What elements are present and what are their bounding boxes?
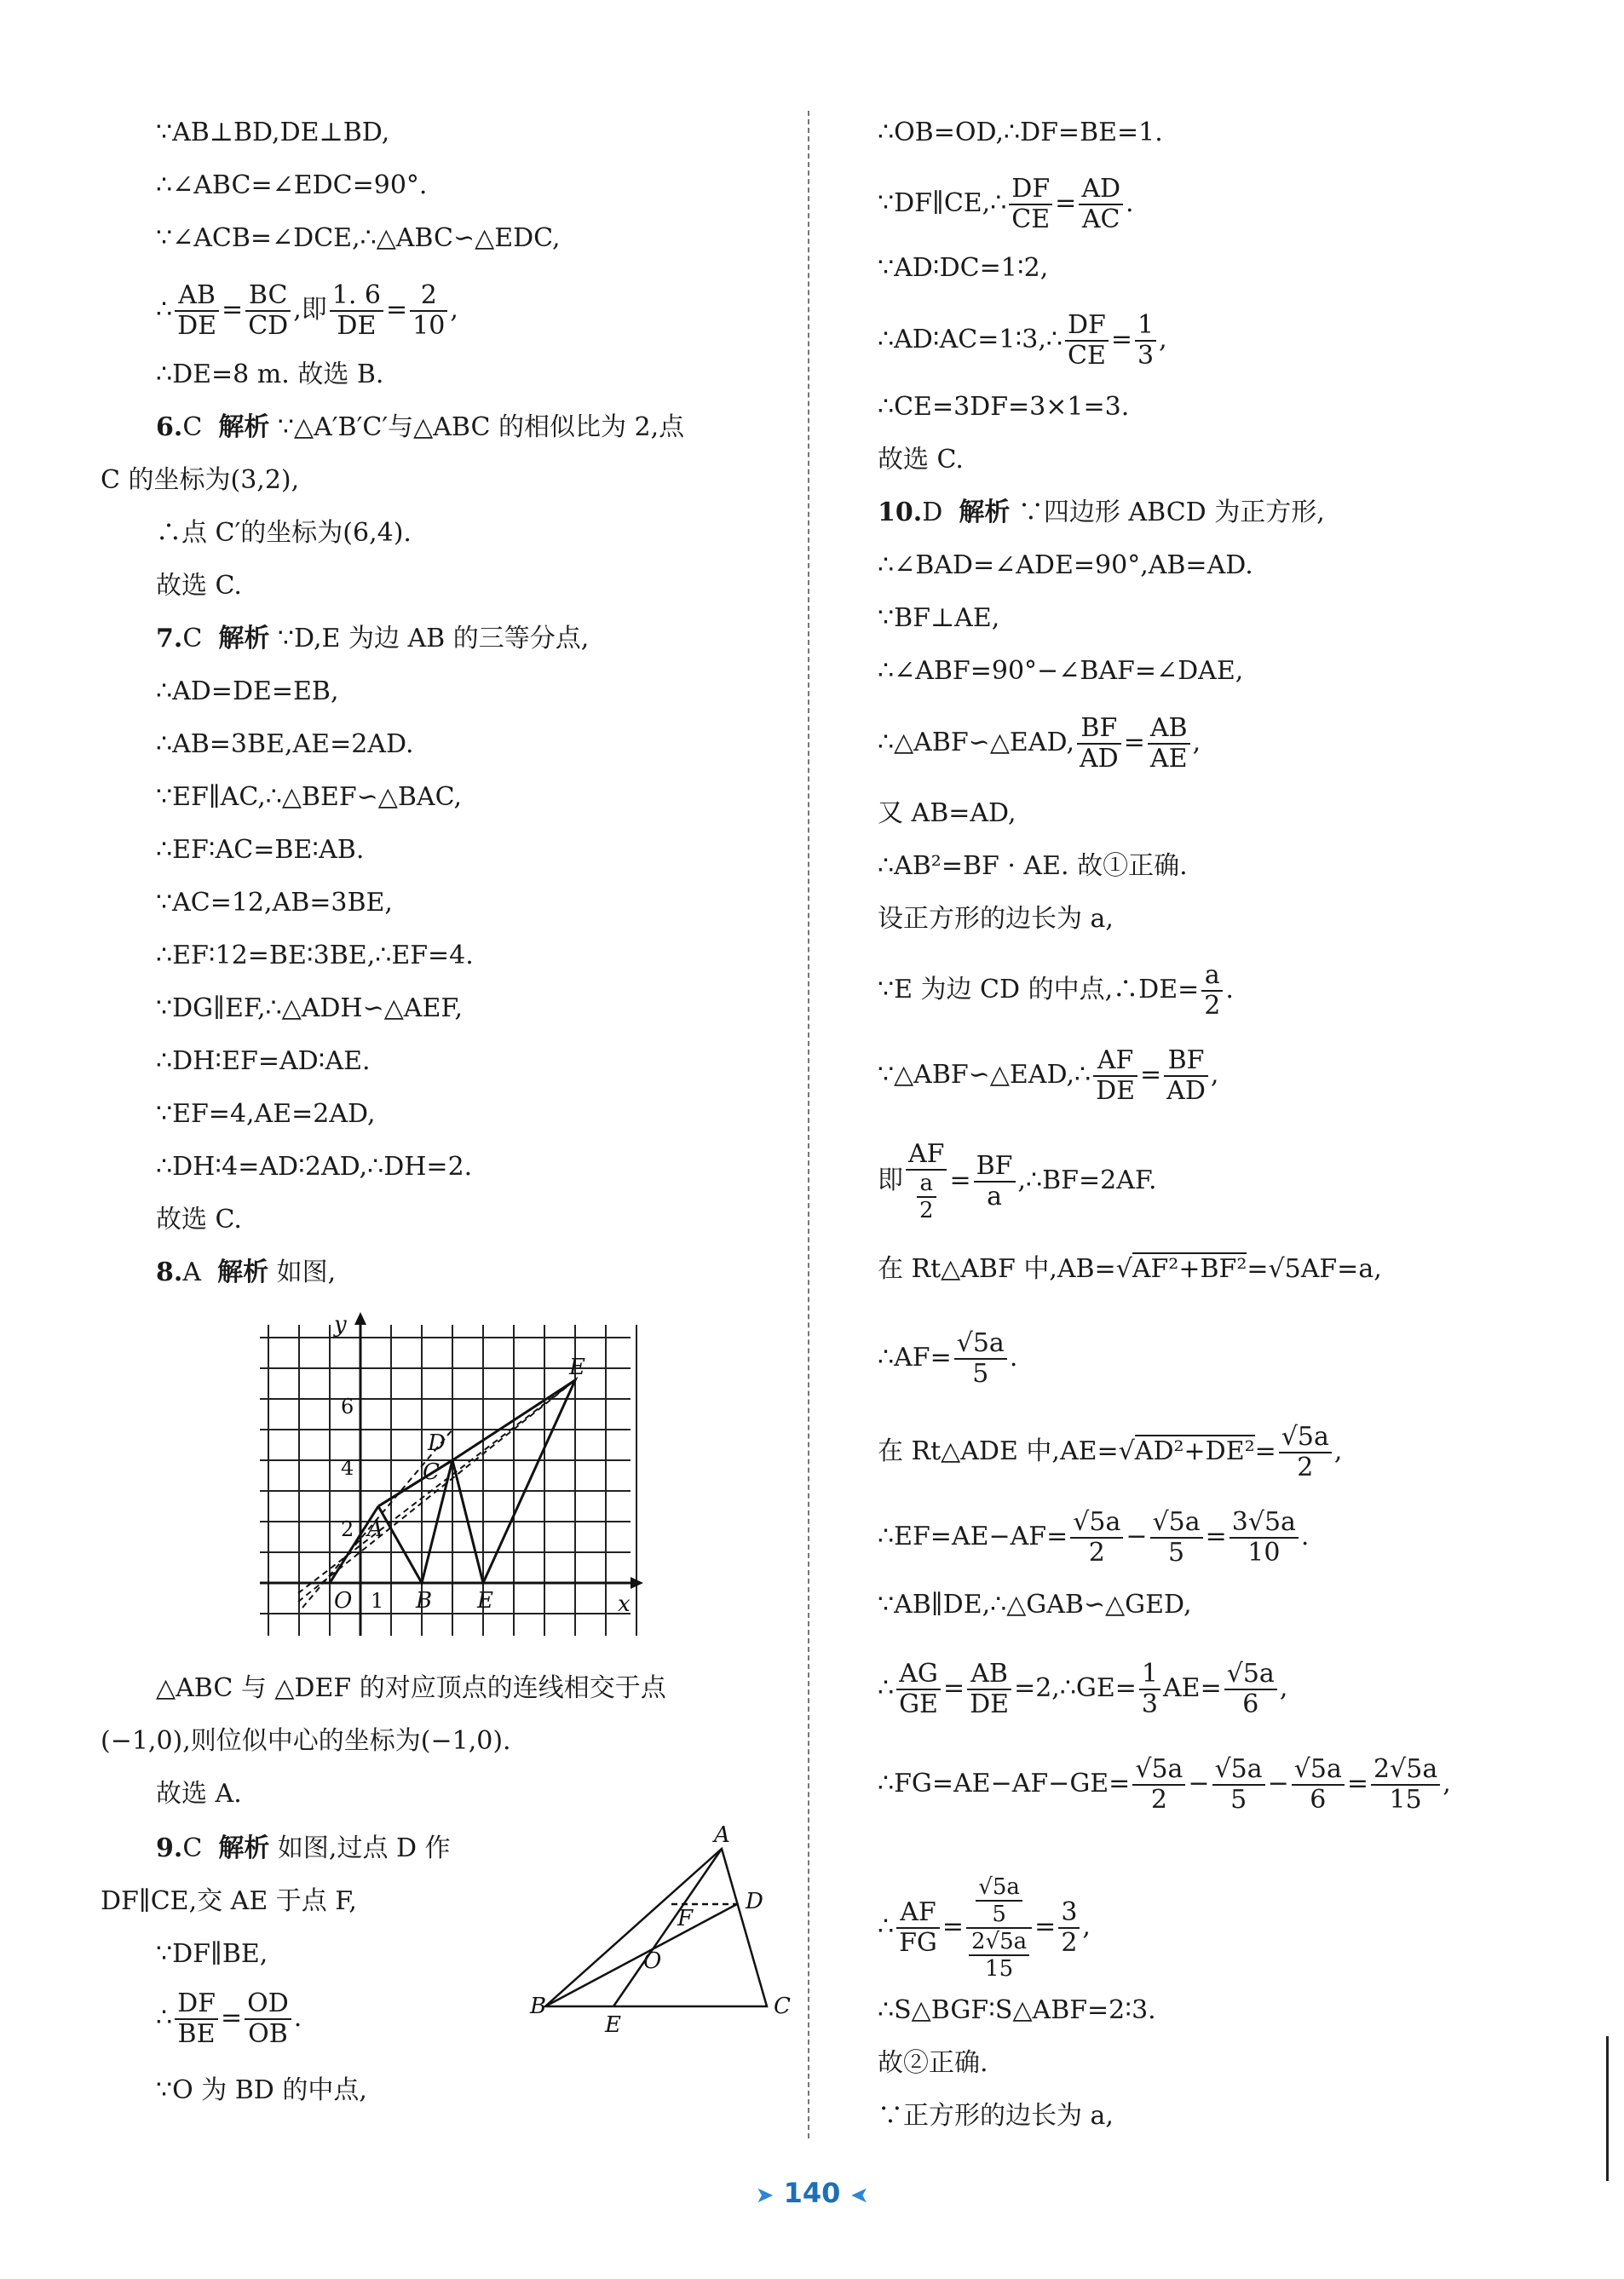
text-line: ∴∠ABC=∠EDC=90°. (156, 170, 428, 200)
text-line: ∴DH∶4=AD∶2AD,∴DH=2. (156, 1152, 473, 1182)
text-line: 故选 C. (156, 571, 242, 601)
fraction-line: ∴△ABF∽△EAD, $\frac{BF}{AD}$ = $\frac{AB}{AE}$ , (878, 713, 1201, 774)
tick-label: 4 (341, 1456, 354, 1480)
text-line: ∵AB∥DE,∴△GAB∽△GED, (878, 1590, 1192, 1620)
axis-label-y: y (334, 1312, 347, 1338)
chevron-left-icon: ➤ (849, 2183, 869, 2208)
question-6: 6.C 解析 ∵△A′B′C′与△ABC 的相似比为 2,点 (156, 412, 685, 442)
vertex-label-c: C (774, 1994, 791, 2019)
fraction-line: ∴AD∶AC=1∶3,∴ $\frac{DF}{CE}$ = $\frac{1}{3}$ , (878, 310, 1167, 371)
fraction-line: ∵E 为边 CD 的中点,∴DE= $\frac{a}{2}$ . (878, 960, 1234, 1021)
text-line: ∴OB=OD,∴DF=BE=1. (878, 118, 1163, 147)
text-line: ∵正方形的边长为 a, (878, 2101, 1114, 2131)
fraction-line: ∴ $\frac{AF}{FG}$ = $\frac{\frac{√5a}{5}}{\frac{2√5a}{15}}$ = $\frac{3}{2}$ , (878, 1874, 1091, 1982)
point-label-a: A (367, 1516, 383, 1542)
text-line: 设正方形的边长为 a, (878, 904, 1114, 934)
text-line: ∴EF∶AC=BE∶AB. (156, 835, 365, 865)
text-line: ∵AD∶DC=1∶2, (878, 253, 1049, 283)
text-line: C 的坐标为(3,2), (101, 465, 300, 495)
text-line: ∵O 为 BD 的中点, (156, 2075, 367, 2105)
text-line: 又 AB=AD, (878, 798, 1016, 828)
point-label-e: E (477, 1588, 493, 1614)
page-footer (0, 2177, 1624, 2209)
question-9: 9.C 解析 如图,过点 D 作 (156, 1833, 451, 1863)
text-line: 故选 C. (156, 1205, 242, 1234)
text-line: ∴AD=DE=EB, (156, 676, 339, 706)
fraction: $\frac{AB}{DE}$ (175, 281, 219, 341)
fraction-line: ∴AF= $\frac{√5a}{5}$ . (878, 1328, 1018, 1389)
point-label-c: C (423, 1459, 440, 1485)
text-line: ∴DE=8 m. 故选 B. (156, 360, 384, 389)
text-line: 故②正确. (878, 2048, 988, 2078)
fraction-line: ∴FG=AE−AF−GE= $\frac{√5a}{2}$ − $\frac{√5a}{5}$ − $\frac{√5a}{6}$ = $\frac{2√5a}{15}$ , (878, 1754, 1451, 1815)
fraction-line: ∵DF∥CE,∴ $\frac{DF}{CE}$ = $\frac{AD}{AC}$ . (878, 174, 1134, 234)
text-line: △ABC 与 △DEF 的对应顶点的连线相交于点 (156, 1673, 666, 1703)
text-line: ∵DF∥BE, (156, 1939, 268, 1969)
vertex-label-d: D (746, 1889, 763, 1914)
fraction-line: ∴ $\frac{DF}{BE}$ = $\frac{OD}{OB}$ . (156, 1988, 302, 2049)
text-line: ∴AB=3BE,AE=2AD. (156, 729, 414, 759)
text-line: ∴∠ABF=90°−∠BAF=∠DAE, (878, 656, 1244, 686)
fraction-line: 在 Rt△ADE 中,AE=√AD²+DE²= $\frac{√5a}{2}$ , (878, 1422, 1343, 1482)
text-line: 在 Rt△ABF 中,AB=√AF²+BF²=√5AF=a, (878, 1254, 1382, 1284)
point-label-e-top: E (569, 1355, 585, 1380)
question-8: 8.A 解析 如图, (156, 1257, 337, 1287)
point-label-b: B (416, 1588, 433, 1614)
page-number: 140 (783, 2177, 841, 2209)
text-line: ∵∠ACB=∠DCE,∴△ABC∽△EDC, (156, 223, 561, 253)
text-line: ∵DG∥EF,∴△ADH∽△AEF, (156, 993, 464, 1023)
fraction: $\frac{2}{10}$ (410, 281, 447, 341)
tick-label: 2 (341, 1517, 354, 1541)
question-7: 7.C 解析 ∵D,E 为边 AB 的三等分点, (156, 624, 590, 653)
text-line: ∴∠BAD=∠ADE=90°,AB=AD. (878, 550, 1253, 580)
fraction: $\frac{1. 6}{DE}$ (330, 281, 383, 341)
triangle-figure (520, 1823, 801, 2045)
text-line: ∵BF⊥AE, (878, 603, 1000, 633)
coordinate-grid-figure (256, 1308, 648, 1644)
text-line: ∵EF=4,AE=2AD, (156, 1099, 376, 1129)
fraction-line: 即 $\frac{AF}{\frac{a}{2}}$ = $\frac{BF}{a}$ ,∴BF=2AF. (878, 1139, 1157, 1223)
fraction-line: ∴ $\frac{AG}{GE}$ = $\frac{AB}{DE}$ =2,∴GE= $\frac{1}{3}$ AE= $\frac{√5a}{6}$ , (878, 1659, 1288, 1719)
question-10: 10.D 解析 ∵四边形 ABCD 为正方形, (878, 498, 1325, 527)
vertex-label-a: A (714, 1823, 730, 1848)
text-line: (−1,0),则位似中心的坐标为(−1,0). (101, 1726, 511, 1756)
ratio-line: ∴ $\frac{AB}{DE}$ = $\frac{BC}{CD}$ ,即 $\frac{1. 6}{DE}$ = $\frac{2}{10}$ , (156, 280, 458, 341)
text-line: DF∥CE,交 AE 于点 F, (101, 1886, 357, 1916)
text-line: ∵AC=12,AB=3BE, (156, 888, 393, 918)
axis-label-x: x (618, 1591, 631, 1617)
point-label-f: F (677, 1906, 694, 1931)
column-divider (808, 111, 809, 2138)
point-label-d: D (428, 1430, 446, 1456)
text-line: ∵EF∥AC,∴△BEF∽△BAC, (156, 782, 463, 812)
point-label-o: O (643, 1948, 662, 1974)
tick-label: 1 (371, 1589, 384, 1613)
text-line: 故选 A. (156, 1779, 242, 1809)
chevron-right-icon: ➤ (755, 2183, 775, 2208)
text-line: ∴AB²=BF · AE. 故①正确. (878, 851, 1188, 881)
page-edge-mark (1606, 2036, 1609, 2181)
fraction-line: ∵△ABF∽△EAD,∴ $\frac{AF}{DE}$ = $\frac{BF}{AD}$ , (878, 1045, 1219, 1106)
fraction: $\frac{BC}{CD}$ (245, 281, 291, 341)
vertex-label-e: E (605, 2012, 621, 2038)
text-line: ∴CE=3DF=3×1=3. (878, 392, 1130, 422)
text-line: ∴DH∶EF=AD∶AE. (156, 1046, 371, 1076)
text-line: ∵AB⊥BD,DE⊥BD, (156, 118, 390, 147)
vertex-label-b: B (530, 1994, 547, 2019)
fraction-line: ∴EF=AE−AF= $\frac{√5a}{2}$ − $\frac{√5a}{5}$ = $\frac{3√5a}{10}$ . (878, 1507, 1310, 1568)
text-line: ∴EF∶12=BE∶3BE,∴EF=4. (156, 941, 474, 970)
tick-label: 6 (341, 1395, 354, 1419)
text-line: ∴点 C′的坐标为(6,4). (156, 518, 412, 548)
text-line: ∴S△BGF∶S△ABF=2∶3. (878, 1995, 1156, 2025)
text-line: 故选 C. (878, 445, 964, 475)
origin-label: O (334, 1588, 353, 1614)
